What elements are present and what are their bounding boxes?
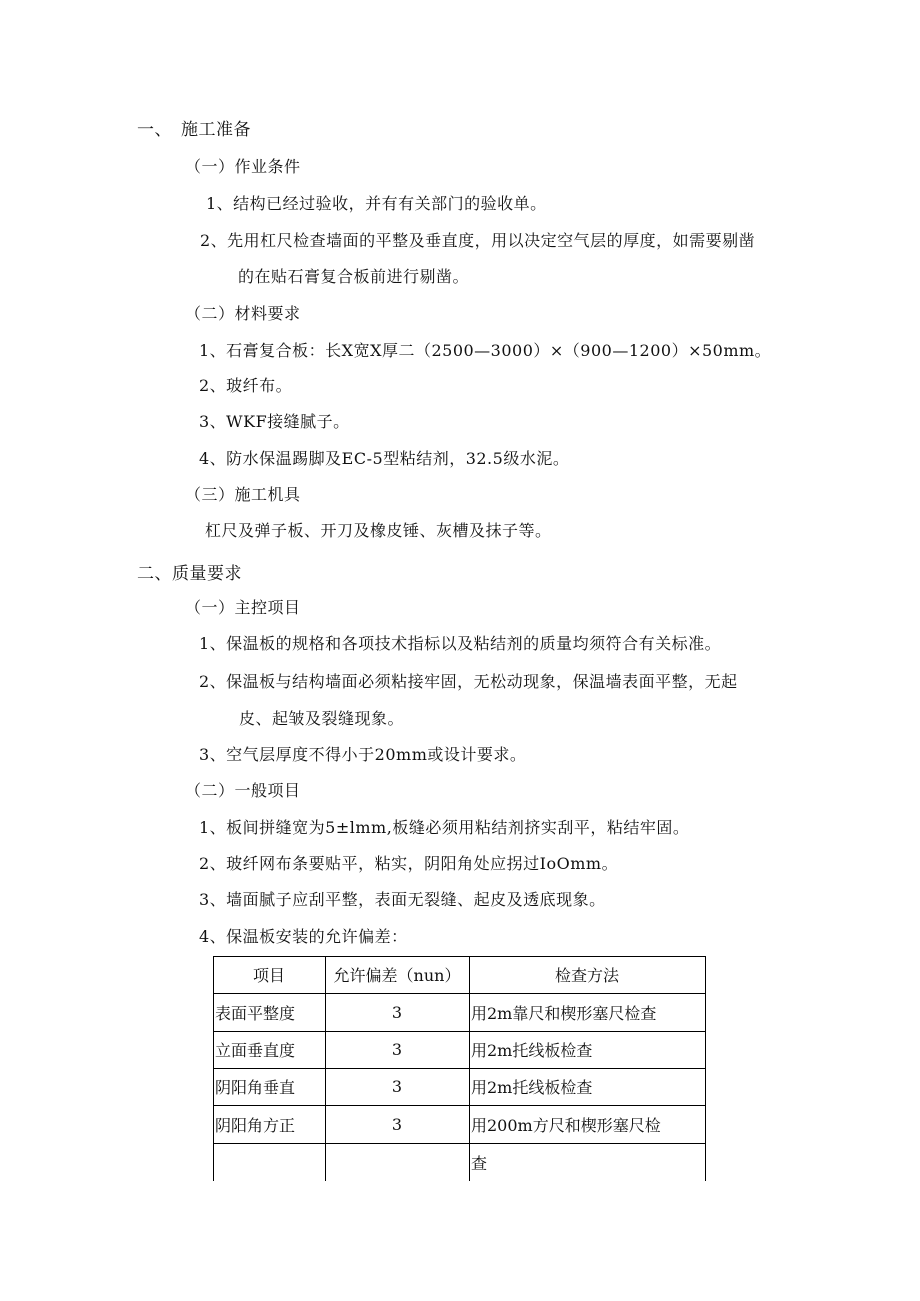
list-item: 2、保温板与结构墙面必须粘接牢固，无松动现象，保温墙表面平整，无起 [199, 672, 738, 691]
list-item: 1、结构已经过验收，并有有关部门的验收单。 [206, 194, 547, 213]
table-header-tolerance: 允许偏差（nun） [333, 966, 461, 985]
table-cell-tolerance [325, 1143, 469, 1181]
table-cell-tolerance: 3 [391, 1077, 403, 1096]
list-item: 4、防水保温踢脚及EC-5型粘结剂，32.5级水泥。 [199, 449, 570, 468]
table-row [213, 993, 706, 1031]
paragraph: 杠尺及弹子板、开刀及橡皮锤、灰槽及抹子等。 [205, 521, 552, 540]
table-row [213, 1105, 706, 1143]
table-cell-item: 立面垂直度 [215, 1041, 296, 1060]
table-cell-item [215, 1143, 325, 1181]
subsection-2-2-title: （二）一般项目 [185, 781, 301, 800]
table-cell-item: 表面平整度 [215, 1003, 296, 1023]
table-cell-method: 用200m方尺和楔形塞尺检 [471, 1115, 661, 1135]
list-item: 3、墙面腻子应刮平整，表面无裂缝、起皮及透底现象。 [199, 890, 606, 909]
table-cell-tolerance: 3 [391, 1002, 403, 1022]
table-cell-tolerance: 3 [391, 1114, 403, 1134]
table-cell-item: 阴阳角垂直 [215, 1078, 296, 1097]
section-1-title: 一、 施工准备 [137, 120, 251, 140]
section-2-title: 二、质量要求 [137, 564, 242, 584]
subsection-2-1-title: （一）主控项目 [185, 598, 301, 617]
subsection-1-3-title: （三）施工机具 [185, 485, 301, 504]
list-item: 1、板间拼缝宽为5±lmm,板缝必须用粘结剂挤实刮平，粘结牢固。 [199, 818, 690, 837]
table-header-method: 检查方法 [554, 966, 619, 985]
table-cell-method: 查 [471, 1153, 488, 1173]
table-row [213, 1143, 706, 1181]
list-item: 4、保温板安装的允许偏差： [199, 927, 408, 946]
subsection-1-2-title: （二）材料要求 [185, 304, 301, 323]
table-cell-item: 阴阳角方正 [215, 1115, 296, 1135]
list-item: 2、先用杠尺检查墙面的平整及垂直度，用以决定空气层的厚度，如需要剔凿 [200, 231, 756, 250]
table-row [213, 1031, 706, 1068]
table-cell-method: 用2m托线板检查 [471, 1041, 593, 1060]
list-item: 1、保温板的规格和各项技术指标以及粘结剂的质量均须符合有关标准。 [199, 634, 722, 653]
list-item: 2、玻纤布。 [199, 376, 293, 395]
list-item: 3、WKF接缝腻子。 [199, 412, 350, 431]
table-header-item: 项目 [252, 966, 285, 985]
list-item: 1、石膏复合板：长X宽X厚二（2500—3000）×（900—1200）×50mm。 [199, 341, 772, 360]
list-item-continuation: 皮、起皱及裂缝现象。 [239, 709, 405, 728]
list-item: 3、空气层厚度不得小于20mm或设计要求。 [199, 745, 527, 764]
table-cell-method: 用2m托线板检查 [471, 1078, 593, 1097]
table-row [213, 1068, 706, 1105]
subsection-1-1-title: （一）作业条件 [185, 157, 301, 176]
list-item: 2、玻纤网布条要贴平，粘实，阴阳角处应拐过IoOmm。 [199, 854, 619, 873]
table-cell-tolerance: 3 [391, 1040, 403, 1059]
list-item-continuation: 的在贴石膏复合板前进行剔凿。 [238, 267, 470, 286]
table-header-row [213, 956, 706, 993]
table-cell-method: 用2m靠尺和楔形塞尺检查 [471, 1003, 657, 1023]
tolerance-table [213, 956, 706, 1181]
